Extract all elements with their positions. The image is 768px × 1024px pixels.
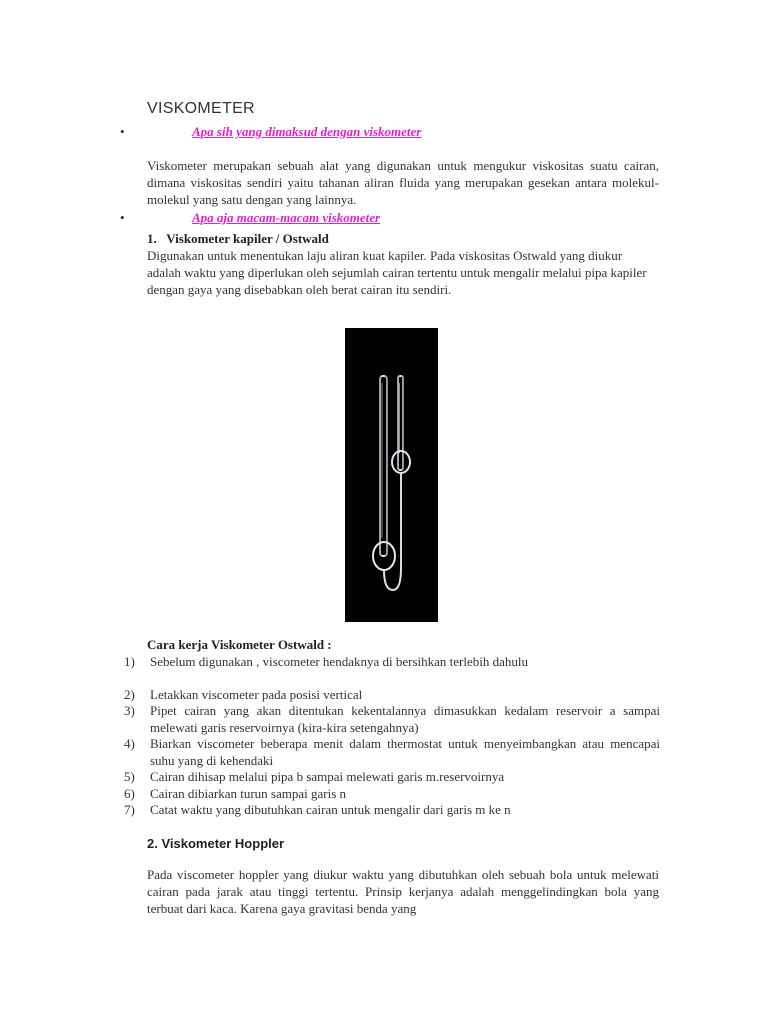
section2-body: Pada viscometer hoppler yang diukur waktu yang dibutuhkan oleh sebuah bola untuk melewati cairan pada jarak atau tinggi tertentu. Prinsip kerjanya adalah menggelindingkan bola yang terbuat dari kaca. Karena gaya gravitasi benda yang	[147, 867, 659, 916]
link-question-2[interactable]: Apa aja macam-macam viskometer	[192, 210, 381, 225]
section2-heading: 2. Viskometer Hoppler	[147, 836, 285, 851]
list-item: 5) Cairan dihisap melalui pipa b sampai melewati garis m.reservoirnya	[124, 769, 505, 784]
cara-kerja-steps	[124, 654, 660, 819]
section1-heading: 1. Viskometer kapiler / Ostwald	[147, 231, 329, 246]
ostwald-viscometer-icon	[345, 328, 438, 622]
page-title: VISKOMETER	[147, 100, 255, 117]
ostwald-viscometer-image	[345, 328, 438, 622]
bullet-question-1	[120, 123, 660, 141]
cara-kerja-heading: Cara kerja Viskometer Ostwald :	[147, 637, 332, 652]
list-item: 6) Cairan dibiarkan turun sampai garis n	[124, 785, 347, 801]
list-item: 1) Sebelum digunakan , viscometer hendaknya di bersihkan terlebih dahulu	[124, 654, 528, 669]
link-question-1[interactable]: Apa sih yang dimaksud dengan viskometer	[192, 124, 422, 139]
list-item: 2) Letakkan viscometer pada posisi vertical	[124, 686, 363, 702]
intro-paragraph: Viskometer merupakan sebuah alat yang digunakan untuk mengukur viskositas suatu cairan, dimana viskositas sendiri yaitu tahanan aliran fluida yang merupakan gesekan antara molekul-molekul yang satu dengan yang lainnya.	[147, 158, 659, 207]
bullet-dot-icon: •	[120, 124, 125, 139]
bullet-dot-icon: •	[120, 210, 125, 225]
bullet-question-2	[120, 209, 660, 227]
list-item: 3) Pipet cairan yang akan ditentukan kekentalannya dimasukkan kedalam reservoir a sampai melewati garis reservoirnya (kira-kira setengahnya)	[124, 703, 660, 735]
section1-body: Digunakan untuk menentukan laju aliran kuat kapiler. Pada viskositas Ostwald yang diukur adalah waktu yang diperlukan oleh sejumlah cairan tertentu untuk mengalir melalui pipa kapiler dengan gaya yang disebabkan oleh berat cairan itu sendiri.	[147, 248, 647, 297]
list-item: 4) Biarkan viscometer beberapa menit dalam thermostat untuk menyeimbangkan atau mencapai suhu yang di kehendaki	[124, 736, 660, 768]
list-item: 7) Catat waktu yang dibutuhkan cairan untuk mengalir dari garis m ke n	[124, 802, 511, 817]
